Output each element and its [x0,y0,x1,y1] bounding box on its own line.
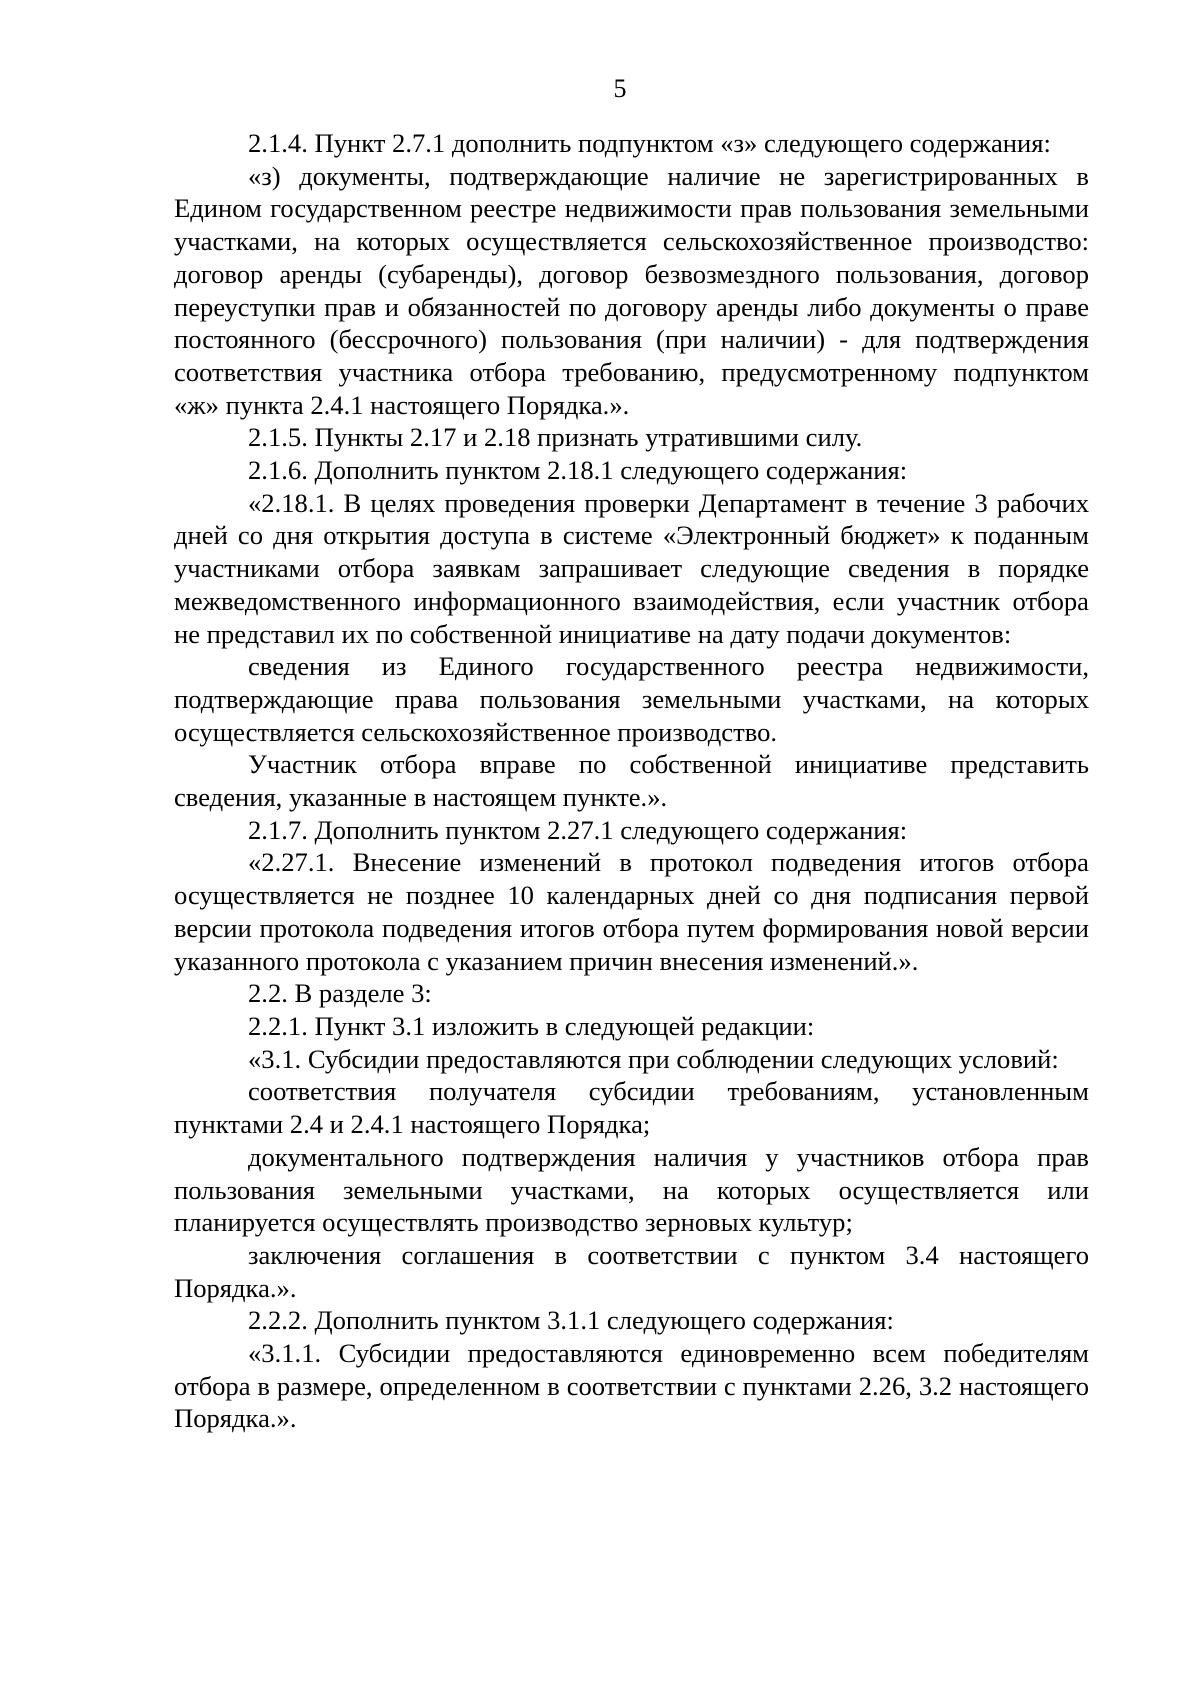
paragraph-3-1-1: «3.1.1. Субсидии предоставляются единовременно всем победителям отбора в размере, определенном в соответствии с пунктами 2.26, 3.2 настоящего Порядка.». [174,1338,1089,1434]
paragraph-condition-requirements: соответствия получателя субсидии требованиям, установленным пунктами 2.4 и 2.4.1 настоящего Порядка; [174,1076,1089,1140]
paragraph-condition-land-rights: документального подтверждения наличия у участников отбора прав пользования земельными участками, на которых осуществляется или планируется осуществлять производство зерновых культур; [174,1141,1089,1238]
paragraph-2-18-1: «2.18.1. В целях проведения проверки Департамент в течение 3 рабочих дней со дня открытия доступа в системе «Электронный бюджет» к поданным участниками отбора заявкам запрашивает следующие сведения в порядке межведомственного информационного взаимодействия, если участник отбора не представил их по собственной инициативе на дату подачи документов: [174,487,1089,649]
page-number: 5 [613,74,627,103]
paragraph-2-2-2: 2.2.2. Дополнить пунктом 3.1.1 следующего содержания: [248,1305,894,1336]
paragraph-2-1-4: 2.1.4. Пункт 2.7.1 дополнить подпунктом «з» следующего содержания: [248,128,1051,158]
paragraph-own-initiative: Участник отбора вправе по собственной инициативе представить сведения, указанные в настоящем пункте.». [174,749,1089,813]
paragraph-2-1-6: 2.1.6. Дополнить пунктом 2.18.1 следующего содержания: [248,455,908,486]
paragraph-2-27-1: «2.27.1. Внесение изменений в протокол подведения итогов отбора осуществляется не позднее 10 календарных дней со дня подписания первой версии протокола подведения итогов отбора путем формирования новой версии указанного протокола с указанием причин внесения изменений.». [174,847,1089,976]
paragraph-2-1-7: 2.1.7. Дополнить пунктом 2.27.1 следующего содержания: [248,814,908,845]
document-body [174,127,1089,1435]
paragraph-2-2: 2.2. В разделе 3: [248,978,432,1009]
paragraph-condition-agreement: заключения соглашения в соответствии с пунктом 3.4 настоящего Порядка.». [174,1239,1089,1303]
paragraph-2-2-1: 2.2.1. Пункт 3.1 изложить в следующей редакции: [248,1010,815,1041]
paragraph-2-1-5: 2.1.5. Пункты 2.17 и 2.18 признать утратившими силу. [248,422,863,453]
paragraph-subitem-z: «з) документы, подтверждающие наличие не зарегистрированных в Едином государственном реестре недвижимости прав пользования земельными участками, на которых осуществляется сельскохозяйственное производство: договор аренды (субаренды), договор безвозмездного пользования, договор переуступки прав и обязанностей по договору аренды либо документы о праве постоянного (бессрочного) пользования (при наличии) - для подтверждения соответствия участника отбора требованию, предусмотренному подпунктом «ж» пункта 2.4.1 настоящего Порядка.». [174,160,1089,420]
paragraph-3-1: «3.1. Субсидии предоставляются при соблюдении следующих условий: [248,1043,1059,1074]
paragraph-egrn-info: сведения из Единого государственного реестра недвижимости, подтверждающие права пользования земельными участками, на которых осуществляется сельскохозяйственное производство. [174,651,1089,747]
